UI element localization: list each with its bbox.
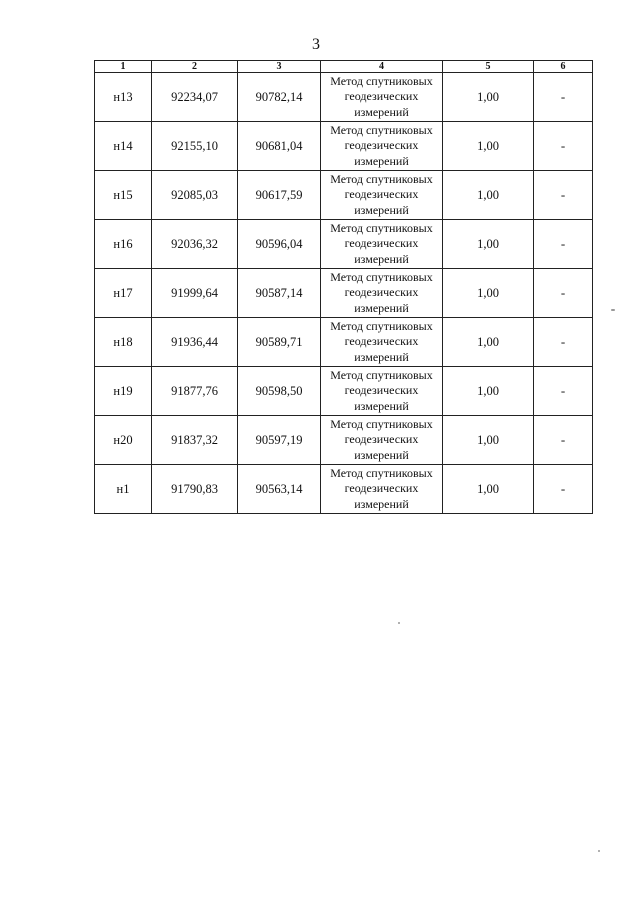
x-coordinate-cell: 91837,32 <box>152 416 238 465</box>
column-header: 2 <box>152 61 238 73</box>
table-row <box>95 122 593 171</box>
table-row <box>95 269 593 318</box>
method-cell <box>321 122 443 171</box>
y-coordinate-cell: 90681,04 <box>238 122 321 171</box>
y-coordinate-cell: 90563,14 <box>238 465 321 514</box>
method-cell <box>321 465 443 514</box>
method-line: геодезических <box>344 138 419 153</box>
x-coordinate-cell: 92234,07 <box>152 73 238 122</box>
method-line: Метод спутниковых <box>330 465 433 480</box>
method-line: Метод спутниковых <box>330 367 433 382</box>
accuracy-cell: 1,00 <box>443 416 534 465</box>
method-line: Метод спутниковых <box>330 171 433 186</box>
method-cell <box>321 220 443 269</box>
x-coordinate-cell: 91936,44 <box>152 318 238 367</box>
x-coordinate-cell: 91877,76 <box>152 367 238 416</box>
method-line: Метод спутниковых <box>330 73 433 88</box>
point-number-cell: н20 <box>95 416 152 465</box>
method-line: геодезических <box>344 236 419 251</box>
method-line: измерений <box>354 202 409 217</box>
x-coordinate-cell: 92036,32 <box>152 220 238 269</box>
column-header: 4 <box>321 61 443 73</box>
method-cell <box>321 416 443 465</box>
table-row <box>95 220 593 269</box>
table-row <box>95 318 593 367</box>
method-line: геодезических <box>344 89 419 104</box>
method-line: измерений <box>354 398 409 413</box>
y-coordinate-cell: 90598,50 <box>238 367 321 416</box>
note-cell: - <box>534 220 593 269</box>
method-line: Метод спутниковых <box>330 269 433 284</box>
header-row <box>95 61 593 73</box>
note-cell: - <box>534 269 593 318</box>
method-line: Метод спутниковых <box>330 220 433 235</box>
method-line: геодезических <box>344 187 419 202</box>
column-header: 3 <box>238 61 321 73</box>
method-line: измерений <box>354 447 409 462</box>
note-cell: - <box>534 318 593 367</box>
x-coordinate-cell: 92155,10 <box>152 122 238 171</box>
accuracy-cell: 1,00 <box>443 171 534 220</box>
method-line: измерений <box>354 153 409 168</box>
method-line: Метод спутниковых <box>330 318 433 333</box>
scan-speck <box>598 850 600 852</box>
note-cell: - <box>534 122 593 171</box>
accuracy-cell: 1,00 <box>443 122 534 171</box>
page-number: 3 <box>312 36 320 53</box>
accuracy-cell: 1,00 <box>443 269 534 318</box>
method-cell <box>321 367 443 416</box>
point-number-cell: н16 <box>95 220 152 269</box>
method-line: измерений <box>354 300 409 315</box>
method-line: измерений <box>354 251 409 266</box>
note-cell: - <box>534 367 593 416</box>
accuracy-cell: 1,00 <box>443 220 534 269</box>
y-coordinate-cell: 90589,71 <box>238 318 321 367</box>
table-row <box>95 171 593 220</box>
point-number-cell: н19 <box>95 367 152 416</box>
table-row <box>95 416 593 465</box>
method-line: измерений <box>354 349 409 364</box>
scan-speck <box>611 309 615 311</box>
scan-speck <box>398 622 400 624</box>
table-row <box>95 367 593 416</box>
column-header: 1 <box>95 61 152 73</box>
method-cell <box>321 73 443 122</box>
point-number-cell: н17 <box>95 269 152 318</box>
x-coordinate-cell: 91790,83 <box>152 465 238 514</box>
table-row <box>95 465 593 514</box>
point-number-cell: н14 <box>95 122 152 171</box>
note-cell: - <box>534 416 593 465</box>
x-coordinate-cell: 92085,03 <box>152 171 238 220</box>
method-cell <box>321 318 443 367</box>
x-coordinate-cell: 91999,64 <box>152 269 238 318</box>
method-line: геодезических <box>344 334 419 349</box>
table-row <box>95 73 593 122</box>
y-coordinate-cell: 90587,14 <box>238 269 321 318</box>
method-cell <box>321 269 443 318</box>
method-line: Метод спутниковых <box>330 122 433 137</box>
y-coordinate-cell: 90597,19 <box>238 416 321 465</box>
y-coordinate-cell: 90617,59 <box>238 171 321 220</box>
point-number-cell: н13 <box>95 73 152 122</box>
column-header: 5 <box>443 61 534 73</box>
y-coordinate-cell: 90596,04 <box>238 220 321 269</box>
method-cell <box>321 171 443 220</box>
column-header: 6 <box>534 61 593 73</box>
method-line: геодезических <box>344 285 419 300</box>
point-number-cell: н15 <box>95 171 152 220</box>
accuracy-cell: 1,00 <box>443 465 534 514</box>
point-number-cell: н18 <box>95 318 152 367</box>
point-number-cell: н1 <box>95 465 152 514</box>
accuracy-cell: 1,00 <box>443 73 534 122</box>
method-line: измерений <box>354 496 409 511</box>
note-cell: - <box>534 171 593 220</box>
note-cell: - <box>534 73 593 122</box>
method-line: геодезических <box>344 383 419 398</box>
method-line: геодезических <box>344 432 419 447</box>
method-line: геодезических <box>344 481 419 496</box>
method-line: измерений <box>354 104 409 119</box>
method-line: Метод спутниковых <box>330 416 433 431</box>
y-coordinate-cell: 90782,14 <box>238 73 321 122</box>
accuracy-cell: 1,00 <box>443 367 534 416</box>
note-cell: - <box>534 465 593 514</box>
accuracy-cell: 1,00 <box>443 318 534 367</box>
coordinates-table <box>94 60 593 514</box>
